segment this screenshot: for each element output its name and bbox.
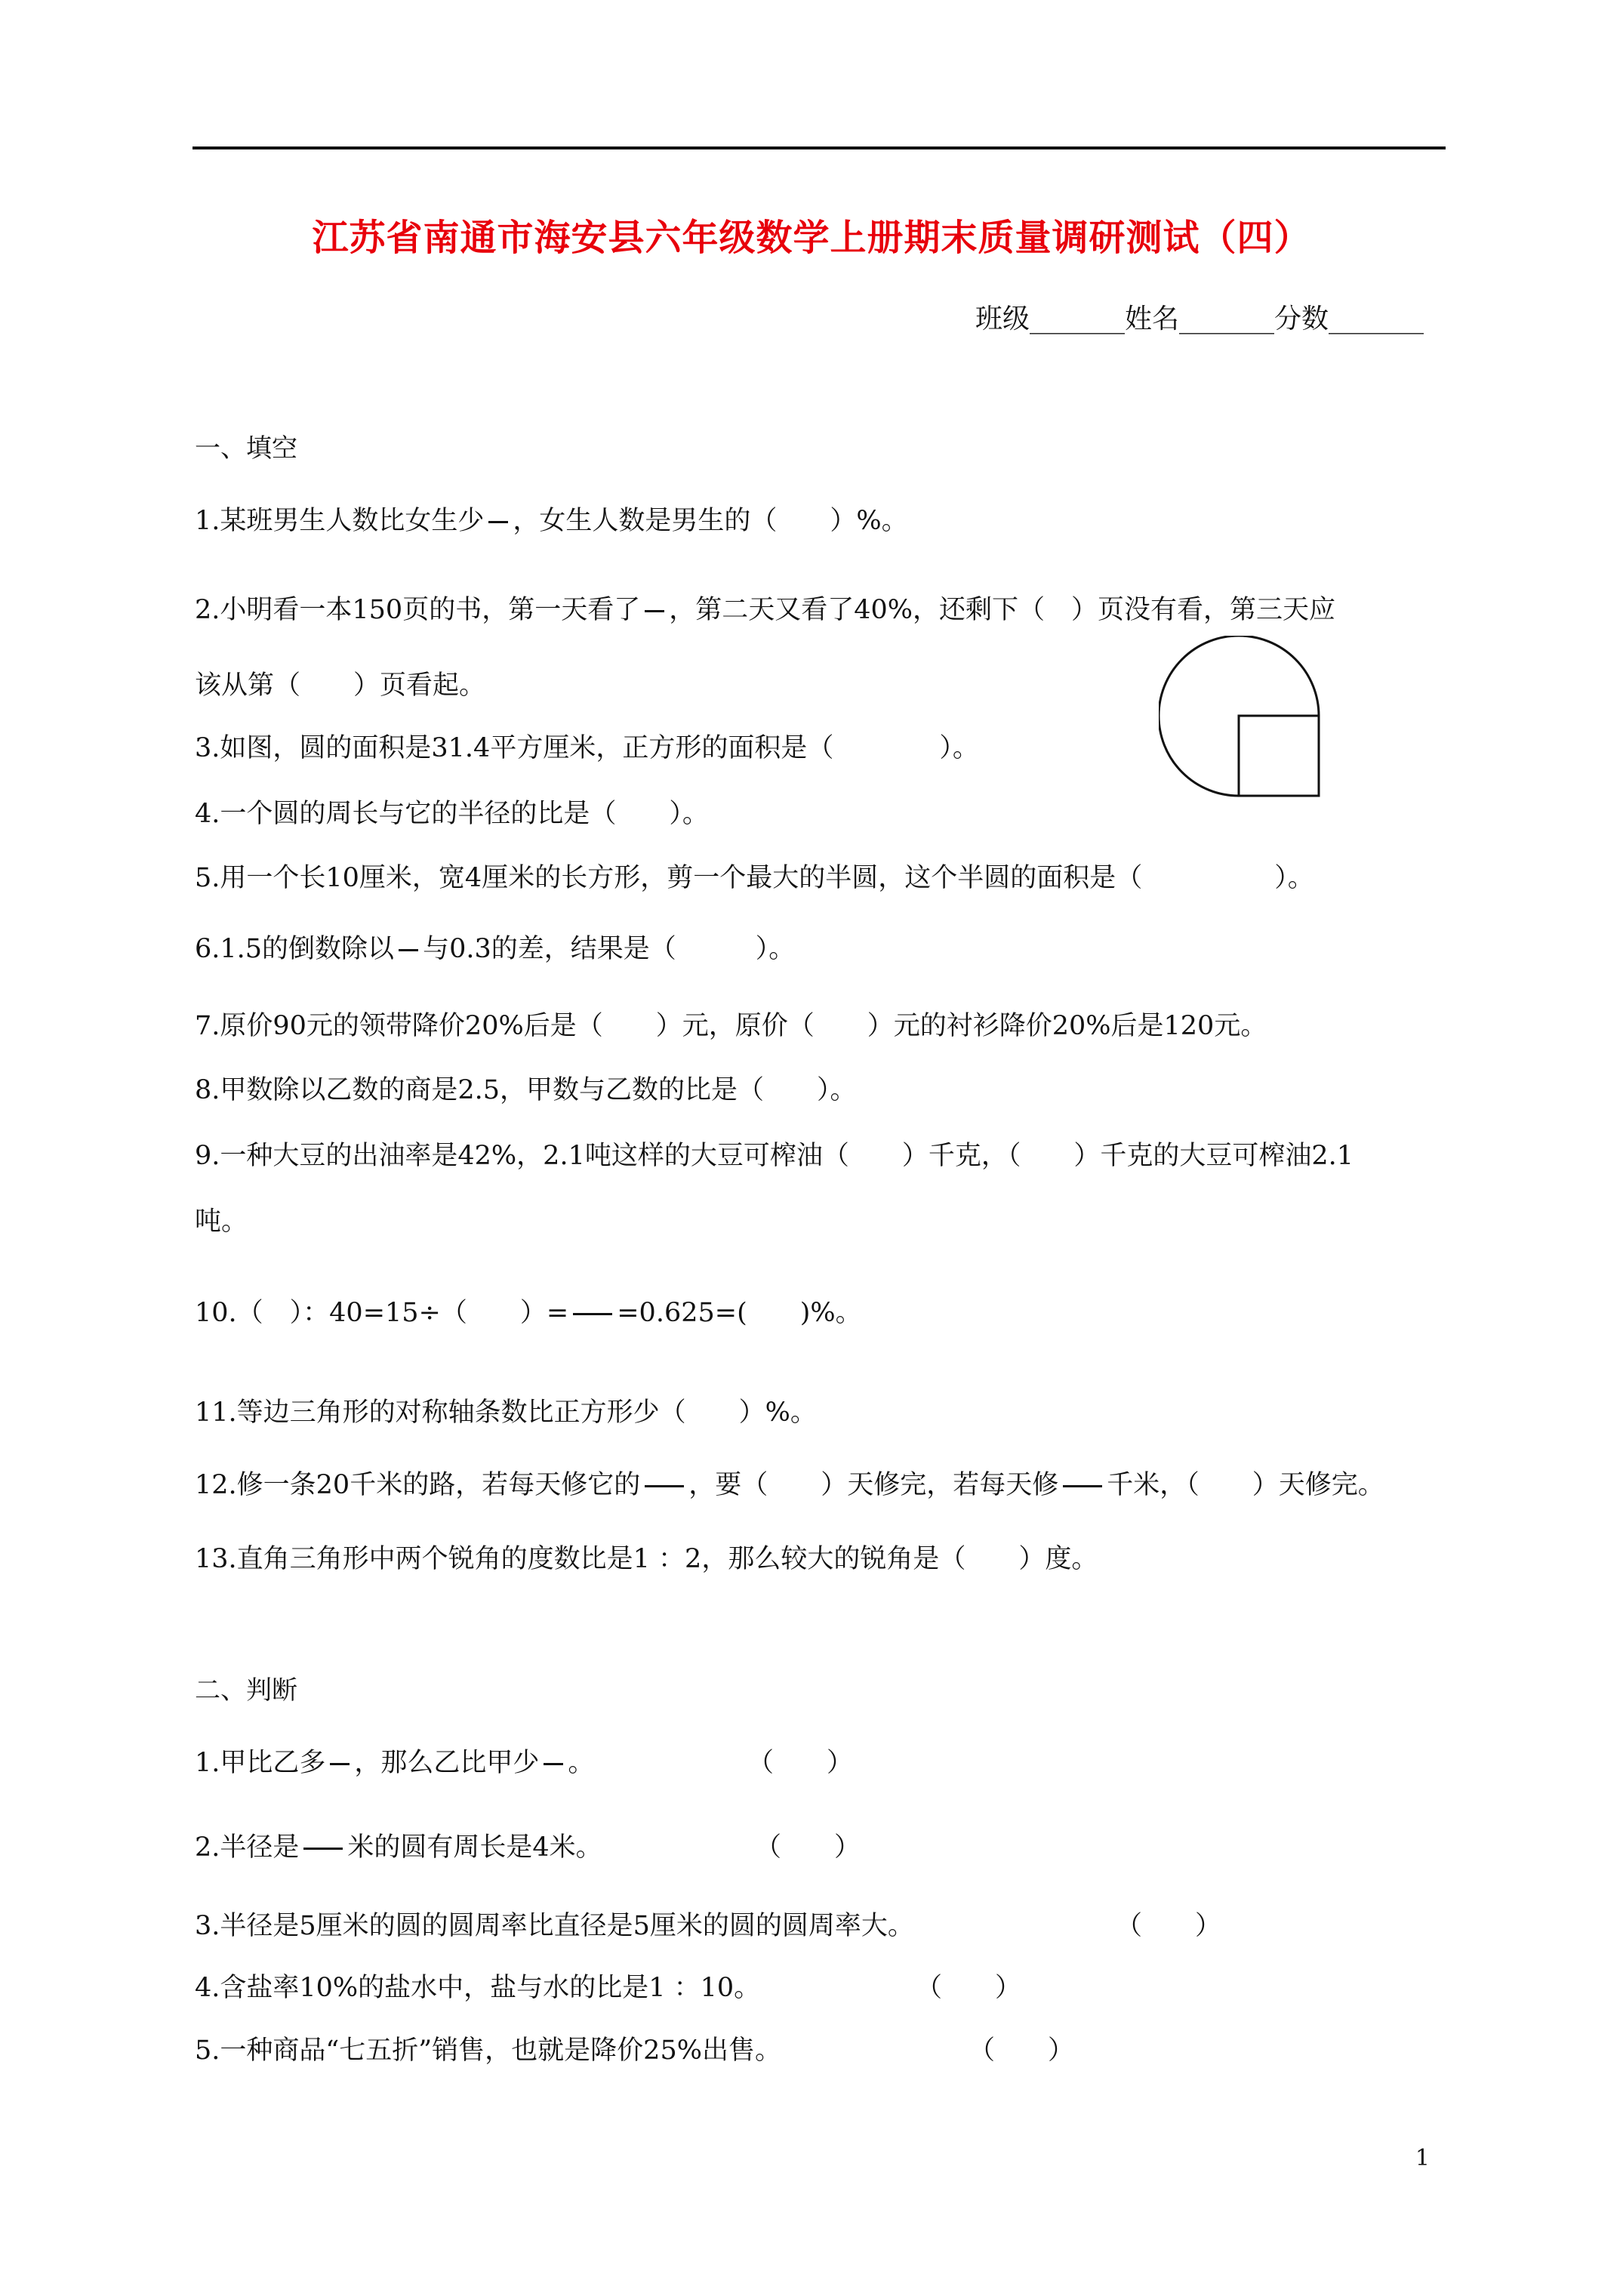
question-text: 2.半径是 <box>195 1832 300 1863</box>
question-4: 4.一个圆的周长与它的半径的比是（ ）。 <box>195 799 709 829</box>
question-11: 11.等边三角形的对称轴条数比正方形少（ ）%。 <box>195 1398 817 1428</box>
section-heading-true-false: 二、判断 <box>195 1675 297 1706</box>
fraction-bar <box>303 1848 343 1850</box>
square-shape <box>1239 716 1319 796</box>
circle-square-figure <box>1159 636 1325 802</box>
score-blank[interactable]: _______ <box>1329 304 1424 334</box>
question-2-continued: 该从第（ ）页看起。 <box>195 670 486 701</box>
answer-parentheses[interactable]: （ ） <box>1116 1911 1222 1941</box>
judgement-5: 5.一种商品“七五折”销售，也就是降价25%出售。 <box>195 2036 781 2066</box>
question-text: 6.1.5的倒数除以 <box>195 934 395 964</box>
answer-parentheses[interactable]: （ ） <box>969 2036 1075 2066</box>
fraction-bar <box>488 521 508 523</box>
fraction-bar <box>645 610 664 612</box>
page-title: 江苏省南通市海安县六年级数学上册期末质量调研测试（四） <box>312 217 1311 259</box>
question-7: 7.原价90元的领带降价20%后是（ ）元，原价（ ）元的衬衫降价20%后是120元。 <box>195 1011 1267 1041</box>
judgement-2 <box>195 1826 602 1864</box>
judgement-4: 4.含盐率10%的盐水中，盐与水的比是1 ：10。 <box>195 1973 761 2003</box>
question-text: 2.小明看一本150页的书，第一天看了 <box>195 595 641 625</box>
question-text: ，第二天又看了40%，还剩下（ ）页没有看，第三天应 <box>669 595 1335 625</box>
class-blank[interactable]: _______ <box>1029 304 1125 334</box>
question-5: 5.用一个长10厘米，宽4厘米的长方形，剪一个最大的半圆，这个半圆的面积是（ ）。 <box>195 863 1314 893</box>
question-6 <box>195 928 795 966</box>
question-text: =0.625=( )%。 <box>617 1298 862 1328</box>
question-text: 。 <box>568 1748 595 1778</box>
question-9: 9.一种大豆的出油率是42%，2.1吨这样的大豆可榨油（ ）千克，（ ）千克的大豆可榨油2.1 <box>195 1141 1354 1171</box>
question-text: 10.（ ）：40=15÷（ ）= <box>195 1298 569 1328</box>
question-text: 千米，（ ）天修完。 <box>1107 1470 1384 1500</box>
question-10 <box>195 1292 862 1330</box>
answer-parentheses[interactable]: （ ） <box>916 1973 1022 2003</box>
name-blank[interactable]: _______ <box>1178 304 1274 334</box>
question-2 <box>195 589 1335 627</box>
name-label: 姓名 <box>1124 304 1179 334</box>
fraction-bar <box>399 949 418 951</box>
question-text: 1.甲比乙多 <box>195 1748 326 1778</box>
question-text: 米的圆有周长是4米。 <box>347 1832 602 1863</box>
question-text: 1.某班男生人数比女生少 <box>195 506 485 536</box>
question-9-continued: 吨。 <box>195 1207 248 1237</box>
question-text: 12.修一条20千米的路，若每天修它的 <box>195 1470 641 1500</box>
question-text: 与0.3的差，结果是（ ）。 <box>423 934 796 964</box>
section-heading-fill-blank: 一、填空 <box>195 433 297 464</box>
header-rule <box>192 146 1446 149</box>
fraction-bar <box>573 1313 612 1315</box>
judgement-3: 3.半径是5厘米的圆的圆周率比直径是5厘米的圆的圆周率大。 <box>195 1911 914 1941</box>
answer-parentheses[interactable]: （ ） <box>747 1748 854 1778</box>
judgement-1 <box>195 1742 594 1780</box>
question-text: ，要（ ）天修完，若每天修 <box>688 1470 1059 1500</box>
score-label: 分数 <box>1273 304 1329 334</box>
fraction-bar <box>330 1763 350 1765</box>
student-info-line <box>975 297 1424 336</box>
question-8: 8.甲数除以乙数的商是2.5，甲数与乙数的比是（ ）。 <box>195 1075 857 1105</box>
fraction-bar <box>544 1763 563 1765</box>
question-13: 13.直角三角形中两个锐角的度数比是1 ：2，那么较大的锐角是（ ）度。 <box>195 1544 1098 1574</box>
answer-parentheses[interactable]: （ ） <box>755 1832 861 1863</box>
question-1 <box>195 500 908 538</box>
page-number: 1 <box>1415 2145 1430 2171</box>
fraction-bar <box>645 1485 684 1487</box>
question-3: 3.如图，圆的面积是31.4平方厘米，正方形的面积是（ ）。 <box>195 733 979 763</box>
question-text: ，女生人数是男生的（ ）%。 <box>513 506 908 536</box>
class-label: 班级 <box>975 304 1030 334</box>
fraction-bar <box>1063 1485 1102 1487</box>
question-12 <box>195 1464 1384 1502</box>
question-text: ，那么乙比甲少 <box>354 1748 540 1778</box>
